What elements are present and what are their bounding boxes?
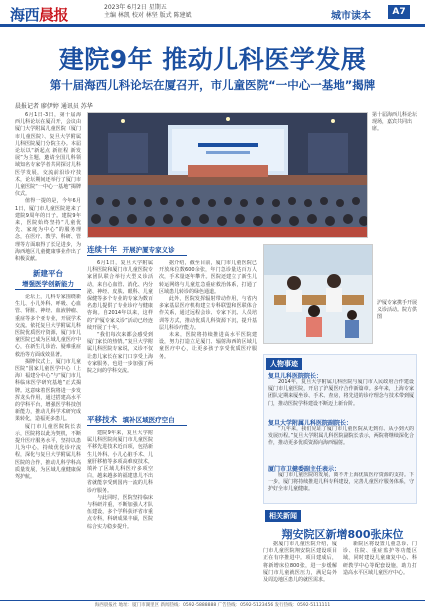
page-number-badge: A7 [388, 5, 410, 19]
article-column-1b [15, 294, 81, 594]
section-heading-new-platform: 新建平台 [33, 269, 63, 278]
sidebar-tag-figures: 人物事迹 [266, 358, 302, 370]
sidebar-item-2-title: 复旦大学附属儿科医院副院长： [268, 420, 353, 427]
forum-stage-photo [87, 112, 368, 238]
section-heading-title: 开展沪厦专家义诊 [122, 246, 175, 254]
paragraph: 此外，医院发挥辐射带动作用，与省内多家基层医疗机构建立专科联盟和医联体合作关系，通过远程会诊、专家下沉、人员培训等方式，推动优质儿科资源下沉，提升基层儿科诊疗能力。 [159, 296, 257, 331]
paragraph: 厦门市儿童医院院长表示，医院将以此为契机，不断提升医疗服务水平，坚持以患儿为中心，持续优化诊疗流程，深化与复旦大学附属儿科医院的合作，推动儿科学科高质量发展，为区域儿童健康保驾护航。 [15, 423, 81, 481]
date-line: 2023年 6月2日 星期五 [104, 4, 167, 11]
free-clinic-photo [263, 244, 373, 344]
sidebar-box [263, 354, 417, 504]
newspaper-logo [10, 4, 68, 25]
photo-caption-clinic: 沪厦专家携手开展义诊活动。院方供图 [377, 300, 418, 320]
section-rule [87, 255, 187, 256]
logo-part-b: 晨报 [39, 6, 69, 24]
section-name: 城市读本 [331, 11, 371, 22]
related-news-tag: 相关新闻 [265, 510, 301, 522]
paragraph: “我们每次来都会感受到厦门家长的热情。”复旦大学附属儿科医院专家说，义诊不仅让患儿家长在家门口享受上海专家服务，也进一步加强了两院之间的学科交流。 [87, 332, 153, 375]
edition-line: 主编 林凯 校对 林坚 版式 陈建斌 [104, 12, 192, 19]
forum-stage-image [88, 113, 368, 238]
related-news-headline: 翔安院区新增800张床位 [281, 528, 404, 541]
sidebar-item-3-text: 厦门市儿童医院的发展，离不开上海优质医疗资源的支持。下一步，厦门将持续推进儿科专科建设，完善儿童医疗服务体系，守护好全市儿童健康。 [268, 472, 414, 493]
sidebar-item-1-title: 复旦儿科医院院长： [268, 373, 323, 380]
paragraph: 论坛上，儿科专家围绕新生儿、小儿外科、呼吸、心血管、肾脏、神经、血液肿瘤、重症等多个亚专业，开展学术交流。依托复旦大学附属儿科医院优质医疗资源，厦门市儿童医院已成为区域儿童医疗中心，在新生儿诊治、疑难重症救治等方面成效显著。 [15, 294, 81, 358]
article-column-1 [15, 112, 81, 262]
article-column-2 [87, 260, 153, 410]
section-heading-ten-years [87, 244, 187, 255]
logo-part-a: 海西 [10, 6, 40, 24]
article-column-3 [159, 260, 257, 595]
article-headline: 建院9年 推动儿科医学发展 [58, 45, 367, 74]
header-divider [0, 24, 425, 27]
paragraph: 据介绍，截至目前，厦门市儿童医院已开放床位数600余张，年门急诊量达百万人次，手术量逐年攀升。医院还建立了新生儿转运网络与儿童危急重症救治体系，打通了区域患儿转诊的绿色通道。 [159, 260, 257, 295]
section-heading-label: 平移技术 [87, 415, 117, 424]
paragraph: 新院区将设置儿童急诊、门诊、住院、重症监护等功能区域，同时建设儿童康复中心、科研教学中心等配套设施，助力打造高水平区域儿童医疗中心。 [343, 541, 417, 576]
related-news-column-1 [263, 541, 337, 596]
paragraph: 揭牌仪式上，厦门市儿童医院“国家儿童医学中心（上海）福建分中心”与“厦门市儿科临床医学研究基地”正式揭牌。这意味着医院将进一步发挥龙头作用，通过搭建高水平的学科平台，增强医学科技创新能力，推动儿科学术研究成果转化，造福更多患儿。 [15, 358, 81, 423]
paragraph: 6月1日-3日，第十届海西儿科论坛在厦召开，会议由厦门大学附属儿童医院（厦门市儿童医院）、复旦大学附属儿科医院厦门分院主办。本届论坛以“新起点 新征程 新发展”为主题，邀请全国儿科领域知名专家学者共同探讨儿科医学发展，交流前沿诊疗技术，论坛期间还举行了厦门市儿童医院“一中心一基地”揭牌仪式。 [15, 112, 81, 198]
section-heading-title: 填补区域医疗空白 [122, 416, 175, 424]
paragraph: 未来，医院将持续推进高水平医院建设，努力打造立足厦门、辐射海西的区域儿童医疗中心，让更多孩子享受优质医疗服务。 [159, 332, 257, 360]
article-column-2b [87, 430, 153, 595]
section-rule [15, 289, 81, 290]
section-subheading-new-platform: 增强医学创新能力 [22, 280, 74, 288]
paragraph: 6月1日，复旦大学附属儿科医院和厦门市儿童医院专家团队联合举行大型义诊活动，来自心血管、消化、内分泌、神经、皮肤、眼科、儿童保健等多个专业的专家为数百名患儿提供了专业诊疗与健康咨询。自2014年以来，这样的“沪厦专家义诊”活动已经连续开展了十年。 [87, 260, 153, 331]
related-news-column-2 [343, 541, 417, 596]
article-subheadline: 第十届海西儿科论坛在厦召开，市儿童医院“一中心一基地”揭牌 [49, 78, 376, 92]
paragraph: 建院9年来，复旦大学附属儿科医院向厦门市儿童医院平移先进技术近百项，包括新生儿外科、小儿心脏手术、儿童肝移植等多项高难度技术，填补了区域儿科医疗多项空白，越来越多的福建患儿不出省就能享受到国内一流的儿科诊疗服务。 [87, 430, 153, 494]
page-footer: 海西晨报社 地址：厦门市湖里区 新闻热线：0592-5888888 广告热线：0592-5123456 发行热线：0592-5111111 [0, 600, 425, 611]
article-byline: 晨报记者 廖伊婷 通讯员 苏华 [15, 103, 93, 110]
paragraph: 与此同时，医院坚持临床与科研并重，不断加强人才队伍建设，多个学科获评省市重点专科，科研成果丰硕，医院综合实力稳步提升。 [87, 494, 153, 530]
sidebar-item-2-text: “九年来，我们见证了厦门市儿童医院从无到有、从小到大的发展历程。”复旦大学附属儿科医院副院长表示，两院将继续深化合作，推动更多优质资源向海西辐射。 [268, 426, 414, 447]
sidebar-item-3-title: 厦门市卫健委副主任表示： [268, 466, 341, 473]
sidebar-item-1-text: 2014年，复旦大学附属儿科医院与厦门市人民政府合作建设厦门市儿童医院，开启了沪厦医疗合作新篇章。多年来，上海专家团队定期来厦坐诊、手术、查房，将先进的诊疗理念与技术带到厦门，推动医院学科建设不断迈上新台阶。 [268, 379, 414, 407]
masthead-info [104, 4, 192, 20]
paragraph: 据厦门市儿童医院介绍，厦门市儿童医院翔安院区建设项目正在有序推进中。项目建成后，将新增床位800张，进一步缓解厦门市儿童就医压力，满足岛外及周边地区患儿的就医需求。 [263, 541, 337, 584]
masthead [0, 0, 425, 26]
paragraph: 值得一提的是，今年6月1日，厦门市儿童医院迎来了建院9周年的日子。建院9年来，医院始终坚持“儿童优先、家庭为中心”的服务理念，在医疗、教学、科研、管理等方面取得了长足进步，为海西地区儿童健康事业作出了积极贡献。 [15, 198, 81, 262]
free-clinic-image [264, 245, 373, 344]
section-heading-label: 连续十年 [87, 245, 117, 254]
photo-caption-forum: 第十届海西儿科论坛现场，嘉宾共同出席。 [372, 112, 418, 132]
